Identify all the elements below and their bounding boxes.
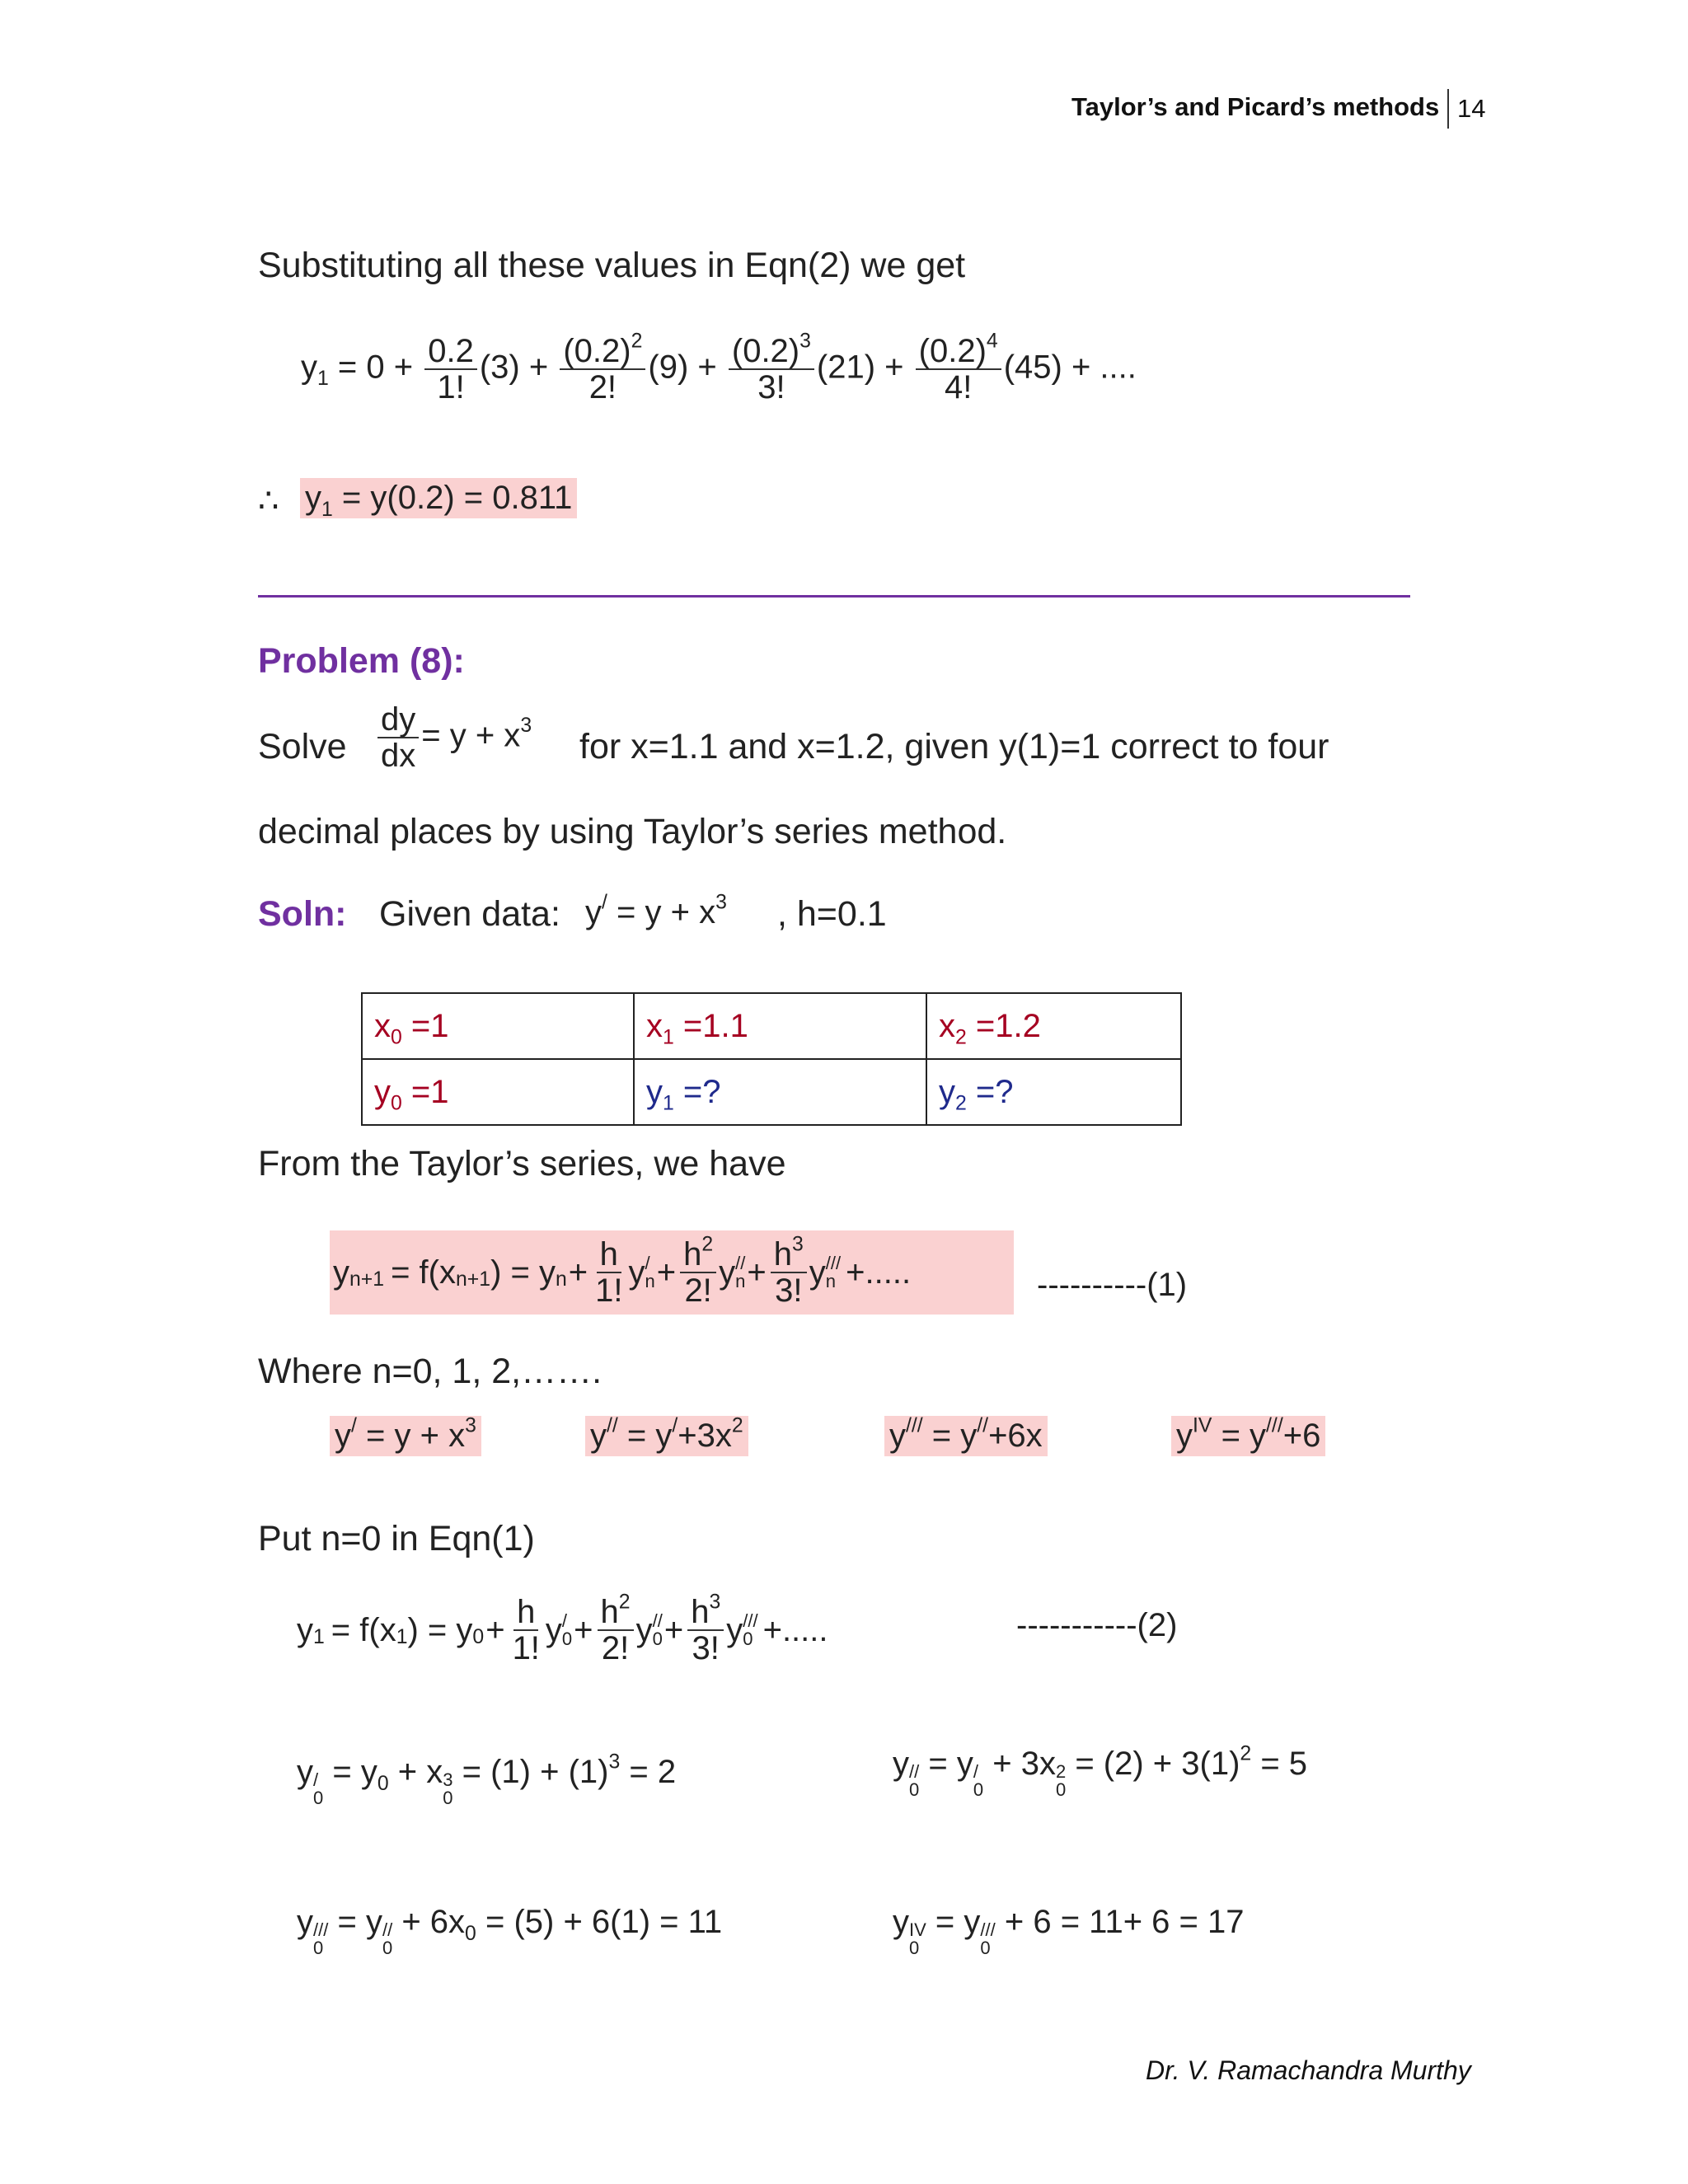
cell-sub: 1 [663,1092,674,1115]
eq-term: = 0 + [337,349,414,386]
frac-den: 1! [437,369,465,405]
fraction-h3 [771,1233,807,1309]
header-divider [1447,89,1449,129]
eq-prime: /// [906,1414,923,1437]
table-row [362,1059,1181,1125]
eq-sub: n [735,1271,746,1291]
table-cell [926,1059,1181,1125]
eq-prime: // [909,1761,920,1782]
eq-marks [743,1612,757,1648]
eq-var: y [333,1254,349,1291]
eq-term: = y [332,1754,377,1790]
result-sub: 1 [321,498,333,521]
cell-var: y [374,1073,391,1110]
frac-den: 3! [757,369,785,405]
value-y0-fourth [893,1904,1245,1957]
eq-prime: // [977,1414,989,1437]
eq-var: y [893,1746,909,1782]
intro-text: Substituting all these values in Eqn(2) we get [258,246,966,285]
table-cell [362,993,634,1059]
cell-value: =? [966,1073,1014,1110]
solve-label: Solve [258,727,347,766]
eq-result: = 5 [1260,1746,1308,1782]
eq-rhs: = y + x [366,1418,466,1454]
cell-var: x [646,1007,663,1044]
eq-rhs: = y [931,1418,978,1454]
fraction-h1 [509,1595,543,1666]
frac-den: 1! [512,1630,540,1666]
frac-den: 3! [692,1630,720,1666]
eq-var: y [1176,1418,1193,1454]
frac-num [680,1233,716,1273]
eq-term: (21) + [816,349,904,386]
eq-prime: IV [1193,1414,1212,1437]
eq-var: y [335,1418,351,1454]
eq-prime: IV [909,1919,926,1940]
eq-marks [909,1921,926,1957]
eq-var: y [889,1418,906,1454]
eq-marks [645,1254,654,1291]
eq-sub: 1 [313,1625,325,1648]
eq-var: y [297,1611,313,1648]
given-data-label: Given data: [379,894,560,934]
eq-sub: 1 [396,1625,408,1648]
cell-value: =1 [401,1007,449,1044]
eq-marks [653,1612,663,1648]
cell-value: =1.1 [673,1007,748,1044]
result-var: y [305,480,321,516]
eq-plus: + [747,1254,767,1291]
eq-sub: n [555,1268,567,1291]
eq-pow: 2 [1055,1761,1067,1782]
eq-sub: 0 [561,1629,573,1649]
eq-tail: +..... [846,1254,912,1291]
frac-pow: 2 [701,1233,714,1256]
eq-var: y [726,1611,743,1648]
header-title: Taylor’s and Picard’s methods [1071,92,1440,121]
eq-var: y [719,1254,736,1291]
eq-term: (9) + [648,349,717,386]
frac-base: h [773,1236,792,1272]
eq-sub: 0 [980,1938,991,1958]
put-text: Put n=0 in Eqn(1) [258,1519,535,1558]
eq-sub: 0 [973,1779,984,1800]
eq-result: + 6 = 11+ 6 = 17 [1004,1904,1245,1940]
frac-pow: 3 [792,1233,804,1256]
frac-den: 1! [595,1272,623,1309]
frac-den: 3! [775,1272,803,1309]
eq-term: (45) + .... [1003,349,1137,386]
eq-var: y [590,1418,607,1454]
xy-table [361,992,1182,1126]
eq-term: = f(x [331,1611,396,1648]
page-number: 14 [1457,94,1486,123]
eq-plus: + [574,1611,593,1648]
value-y0-prime [297,1750,677,1808]
eq-prime: // [382,1919,393,1940]
eq-rhs: = y + x [617,894,716,930]
eq-term: (3) + [479,349,549,386]
cell-value: =1.2 [966,1007,1041,1044]
eq-sub: 0 [313,1938,324,1958]
derivative-2 [585,1416,748,1456]
frac-pow: 4 [986,330,998,353]
eq-var: y [297,1904,313,1940]
eq-var: y [585,894,602,930]
step-size: , h=0.1 [777,894,887,934]
problem-text-line2: decimal places by using Taylor’s series method. [258,812,1007,851]
eq-sub: n+1 [455,1268,491,1291]
eq-plus: + [568,1254,588,1291]
taylor-intro: From the Taylor’s series, we have [258,1144,786,1183]
cell-value: =? [673,1073,721,1110]
eq-sub: 0 [743,1629,753,1649]
eq-term: = f(x [391,1254,456,1291]
eq-prime: / [351,1414,357,1437]
therefore-symbol: ∴ [258,483,279,519]
frac-den: dx [381,738,416,774]
fraction-h2 [598,1591,634,1666]
eq-prime: / [672,1414,678,1437]
eq-result: = 2 [629,1754,677,1790]
frac-base: (0.2) [731,333,800,369]
eq-sub: n [825,1271,837,1291]
eq-term: = (1) + (1) [462,1754,609,1790]
fraction-2 [560,330,645,405]
eq-var: y [809,1254,826,1291]
eq-prime: // [652,1610,663,1631]
frac-pow: 3 [799,330,811,353]
eq-marks [735,1254,745,1291]
eq-prime: // [607,1414,618,1437]
frac-base: (0.2) [918,333,987,369]
y1-series-equation [301,330,1137,405]
frac-base: (0.2) [563,333,631,369]
cell-value: =1 [401,1073,449,1110]
frac-num: dy [377,702,419,738]
value-y0-triple-prime [297,1904,722,1957]
eq-rhs: +6x [988,1418,1043,1454]
eq-rhs: = y [1221,1418,1267,1454]
eq-result: = (5) + 6(1) = 11 [485,1904,723,1940]
frac-num [560,330,645,370]
dy-dx-fraction [377,702,419,773]
eq-term: + 3x [992,1746,1056,1782]
eq-term: + x [397,1754,443,1790]
frac-base: h [691,1594,710,1630]
fraction-h2 [680,1233,716,1309]
derivative-3 [884,1416,1048,1456]
where-text: Where n=0, 1, 2,……. [258,1352,603,1391]
frac-den: 2! [684,1272,712,1309]
eq-var: y [297,1754,313,1790]
cell-sub: 2 [955,1092,967,1115]
eq-rhs: +6 [1282,1418,1321,1454]
table-cell [634,1059,926,1125]
problem-text-line1: for x=1.1 and x=1.2, given y(1)=1 correct to four [579,727,1329,766]
eq-sub: 0 [465,1922,476,1945]
eq-marks [980,1921,995,1957]
eq-prime: /// [980,1919,996,1940]
cell-var: x [939,1007,955,1044]
solution-label: Soln: [258,894,347,934]
frac-num: h [597,1237,621,1273]
eq-prime: / [602,891,607,914]
eq-marks [313,1771,323,1807]
eq-var: y [893,1904,909,1940]
eq-marks [562,1612,572,1648]
taylor-series-equation [330,1230,1014,1315]
equation-tag-1: ----------(1) [1037,1267,1188,1303]
eq-term: = y [935,1904,981,1940]
eq-term: ) = y [407,1611,473,1648]
frac-den: 4! [945,369,973,405]
eq-pow: 3 [443,1769,453,1790]
frac-num [916,330,1001,370]
eq-rhs: = y + x [421,717,521,754]
frac-num [598,1591,634,1631]
eq-sub: 0 [909,1779,920,1800]
fraction-h3 [687,1591,724,1666]
eq-sub: 0 [909,1938,920,1958]
frac-den: 2! [601,1630,630,1666]
eq-pow: 2 [1240,1742,1252,1765]
eq-term: + 6x [401,1904,466,1940]
frac-num [687,1591,724,1631]
cell-sub: 1 [663,1026,674,1049]
eq-prime: /// [313,1919,329,1940]
result-value: = y(0.2) = 0.811 [341,480,573,516]
section-separator [258,595,1410,598]
eq-sub: 0 [382,1938,393,1958]
eq-prime: / [561,1610,568,1631]
eq-marks [826,1254,841,1291]
cell-sub: 0 [391,1092,402,1115]
frac-base: h [600,1594,619,1630]
eq-pow: 3 [608,1750,621,1774]
eq-prime: / [973,1761,978,1782]
eq-sub: 0 [443,1788,453,1808]
eq-term: ) = y [490,1254,556,1291]
differential-equation [375,702,532,773]
frac-pow: 2 [618,1591,631,1614]
page-header [1071,92,1500,134]
problem-title: Problem (8): [258,641,465,681]
frac-den: 2! [588,369,617,405]
eq-marks [443,1771,452,1807]
fraction-1 [424,334,477,405]
eq-term: = y [337,1904,382,1940]
value-y0-double-prime [893,1742,1308,1800]
cell-var: x [374,1007,391,1044]
cell-sub: 2 [955,1026,967,1049]
eq-marks [973,1763,983,1799]
eq-rhs: +3x [678,1418,732,1454]
table-cell [634,993,926,1059]
equation-tag-2: -----------(2) [1016,1607,1178,1643]
eq-marks [909,1763,919,1799]
y1-taylor-equation [297,1589,828,1671]
eq-term: = y [928,1746,973,1782]
eq-sub: 1 [317,368,329,391]
eq-prime: /// [743,1610,758,1631]
eq-sub: 0 [377,1772,389,1795]
eq-var: y [635,1611,653,1648]
cell-var: y [646,1073,663,1110]
eq-var: y [545,1611,562,1648]
eq-sub: n [645,1271,655,1291]
eq-marks [382,1921,392,1957]
frac-pow: 2 [631,330,643,353]
eq-prime: /// [825,1253,842,1273]
table-row [362,993,1181,1059]
eq-sub: n+1 [349,1268,385,1291]
fraction-3 [729,330,814,405]
eq-plus: + [663,1611,684,1648]
eq-prime: / [313,1769,319,1790]
eq-marks [313,1921,328,1957]
table-cell [926,993,1181,1059]
eq-prime: // [735,1253,746,1273]
frac-num: 0.2 [424,334,477,370]
eq-prime: / [645,1253,650,1273]
eq-plus: + [485,1611,505,1648]
frac-base: h [683,1236,702,1272]
eq-pow: 3 [715,891,727,914]
footer-author: Dr. V. Ramachandra Murthy [1146,2055,1471,2085]
eq-var: y [301,349,317,386]
eq-marks [1056,1763,1066,1799]
cell-sub: 0 [391,1026,402,1049]
fraction-h1 [592,1237,626,1308]
y1-result [300,478,577,521]
eq-pow: 3 [520,715,532,738]
frac-num: h [513,1595,538,1631]
derivative-4 [1171,1416,1325,1456]
frac-num [729,330,814,370]
eq-plus: + [656,1254,677,1291]
eq-sub: 0 [472,1625,485,1648]
eq-sub: 0 [313,1788,324,1808]
derivative-1 [330,1416,481,1456]
eq-rhs: = y [626,1418,673,1454]
eq-term: = (2) + 3(1) [1075,1746,1240,1782]
eq-pow: 3 [465,1414,476,1437]
cell-var: y [939,1073,955,1110]
table-cell [362,1059,634,1125]
eq-prime: /// [1266,1414,1283,1437]
eq-sub: 0 [1055,1779,1067,1800]
eq-sub: 0 [652,1629,663,1649]
frac-num [771,1233,807,1273]
given-equation [585,891,727,931]
fraction-4 [916,330,1001,405]
eq-pow: 2 [731,1414,743,1437]
eq-tail: +..... [762,1611,828,1648]
eq-var: y [628,1254,645,1291]
frac-pow: 3 [709,1591,721,1614]
